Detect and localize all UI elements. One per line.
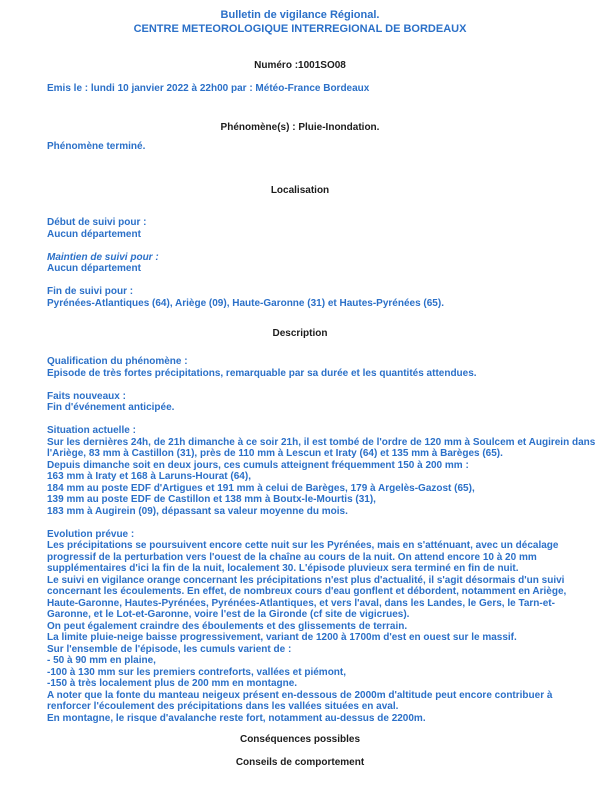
- evolution-prevue-label: Evolution prévue :: [47, 528, 135, 540]
- text-line: 139 mm au poste EDF de Castillon et 138 mm à Boutx-le-Mourtis (31),: [47, 494, 376, 505]
- text-line: 163 mm à Iraty et 168 à Laruns-Hourat (64),: [47, 471, 251, 482]
- faits-nouveaux-block: [47, 391, 592, 414]
- consequences-heading: Conséquences possibles: [239, 734, 361, 745]
- text-line: Episode de très fortes précipitations, remarquable par sa durée et les quantités attendues.: [47, 367, 477, 379]
- text-line: 184 mm au poste EDF d'Artigues et 191 mm à celui de Barèges, 179 à Argelès-Gazost (65),: [47, 482, 475, 494]
- evolution-prevue-lines: [47, 540, 592, 724]
- maintien-de-suivi-label: Maintien de suivi pour :: [47, 251, 159, 263]
- text-line: renforcer l'écoulement des précipitations dans les vallées situées en aval.: [47, 701, 399, 712]
- debut-de-suivi-lines: [47, 229, 592, 241]
- qualification-lines: [47, 368, 592, 380]
- text-line: progressif de la perturbation vers l'ouest de la chaîne au cours de la nuit. On attend encore 10 à 20 mm: [47, 551, 537, 563]
- faits-nouveaux-label: Faits nouveaux :: [47, 390, 126, 402]
- text-line: l'Ariège, 83 mm à Castillon (31), près de 110 mm à Lescun et Iraty (64) et 135 mm à Barèges (65).: [47, 448, 503, 459]
- text-line: -100 à 130 mm sur les premiers contreforts, vallées et piémont,: [47, 666, 347, 678]
- qualification-block: [47, 356, 592, 379]
- fin-de-suivi-label: Fin de suivi pour :: [47, 286, 134, 297]
- description-heading: Description: [272, 328, 328, 339]
- localisation-heading: Localisation: [270, 185, 330, 196]
- debut-de-suivi-block: [47, 217, 592, 240]
- evolution-prevue-block: [47, 529, 592, 725]
- bulletin-title-line1: Bulletin de vigilance Régional.: [220, 9, 380, 21]
- qualification-label: Qualification du phénomène :: [47, 356, 188, 367]
- debut-de-suivi-label: Début de suivi pour :: [47, 217, 147, 228]
- fin-de-suivi-block: [47, 286, 592, 309]
- text-line: Sur l'ensemble de l'épisode, les cumuls varient de :: [47, 643, 292, 655]
- text-line: supplémentaires d'ici la fin de la nuit, localement 30. L'épisode pluvieux sera terminé en fin de nuit.: [47, 563, 519, 574]
- text-line: -150 à très localement plus de 200 mm en montagne.: [47, 678, 298, 689]
- maintien-de-suivi-block: [47, 252, 592, 275]
- text-line: En montagne, le risque d'avalanche reste fort, notamment au-dessus de 2200m.: [47, 712, 426, 724]
- phenomenon-status: Phénomène terminé.: [47, 140, 146, 152]
- bulletin-number: Numéro :1001SO08: [254, 60, 346, 71]
- bulletin-title-line2: CENTRE METEOROLOGIQUE INTERREGIONAL DE BORDEAUX: [133, 23, 467, 35]
- text-line: La limite pluie-neige baisse progressivement, variant de 1200 à 1700m d'est en ouest sur le massif.: [47, 632, 517, 643]
- text-line: Les précipitations se poursuivent encore cette nuit sur les Pyrénées, mais en s'atténuant, avec un décalage: [47, 540, 559, 551]
- situation-actuelle-lines: [47, 436, 596, 518]
- fin-de-suivi-lines: [47, 298, 592, 310]
- text-line: 183 mm à Augirein (09), dépassant sa valeur moyenne du mois.: [47, 505, 348, 517]
- situation-actuelle-label: Situation actuelle :: [47, 425, 136, 436]
- text-line: Aucun département: [47, 228, 141, 240]
- maintien-de-suivi-lines: [47, 263, 592, 275]
- phenomenon-heading: Phénomène(s) : Pluie-Inondation.: [220, 121, 380, 133]
- text-line: concernant les écoulements. En effet, de nombreux cours d'eau gonflent et débordent, notamment en Ariège,: [47, 586, 567, 597]
- advice-heading: Conseils de comportement: [235, 757, 365, 768]
- text-line: Sur les dernières 24h, de 21h dimanche à ce soir 21h, il est tombé de l'ordre de 120 mm à Soulcem et Augirein dans: [47, 436, 596, 448]
- text-line: Aucun département: [47, 263, 141, 274]
- situation-actuelle-block: [47, 425, 596, 517]
- text-line: Pyrénées-Atlantiques (64), Ariège (09), Haute-Garonne (31) et Hautes-Pyrénées (65).: [47, 297, 444, 309]
- issue-date-line: Emis le : lundi 10 janvier 2022 à 22h00 par : Météo-France Bordeaux: [47, 83, 370, 94]
- text-line: - 50 à 90 mm en plaine,: [47, 655, 156, 666]
- text-line: Fin d'événement anticipée.: [47, 402, 175, 413]
- text-line: Haute-Garonne, Hautes-Pyrénées, Pyrénées-Atlantiques, et vers l'aval, dans les Landes, le Gers, le Tarn-et-: [47, 597, 555, 609]
- text-line: On peut également craindre des éboulements et des glissements de terrain.: [47, 620, 408, 632]
- text-line: Garonne, et le Lot-et-Garonne, voire l'est de la Gironde (cf site de vigicrues).: [47, 609, 410, 620]
- text-line: Depuis dimanche soit en deux jours, ces cumuls atteignent fréquemment 150 à 200 mm :: [47, 459, 469, 471]
- text-line: Le suivi en vigilance orange concernant les précipitations n'est plus d'actualité, il s'agit désormais d'un suivi: [47, 574, 565, 586]
- text-line: A noter que la fonte du manteau neigeux présent en-dessous de 2000m d'altitude peut encore contribuer à: [47, 689, 553, 701]
- faits-nouveaux-lines: [47, 402, 592, 414]
